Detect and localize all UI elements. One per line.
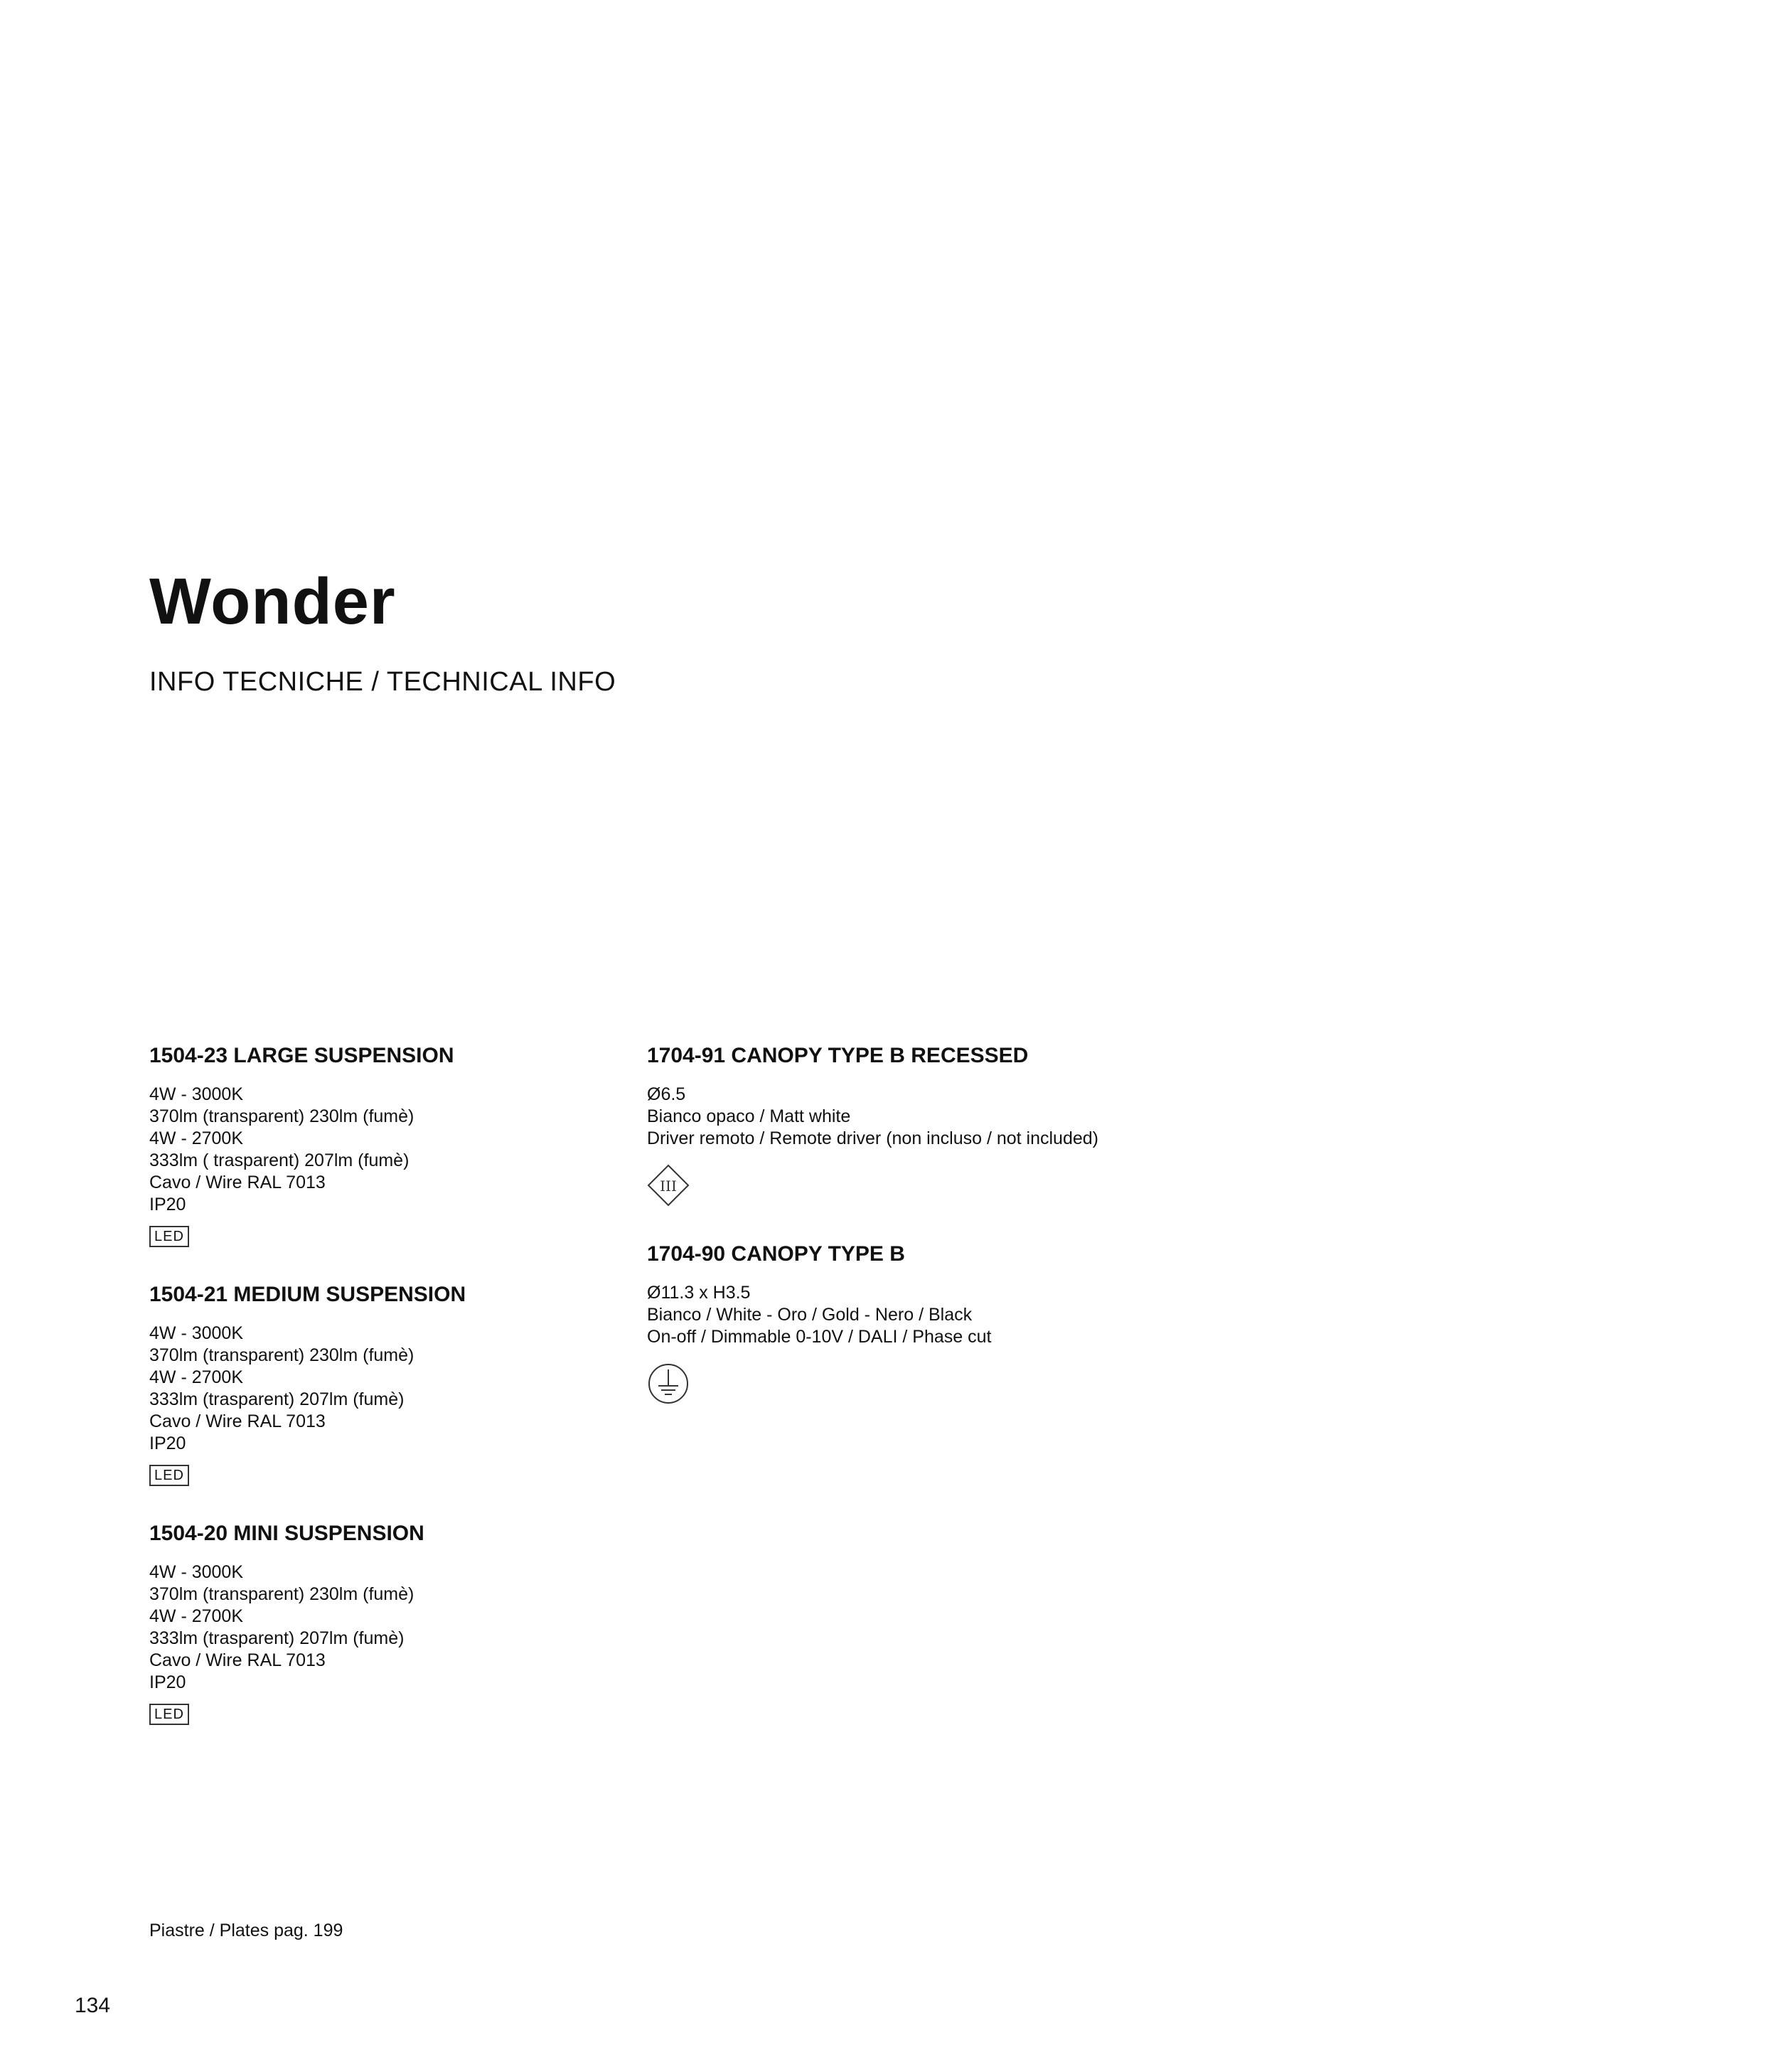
- spec-line: Ø11.3 x H3.5: [647, 1283, 751, 1303]
- product-canopy-type-b-recessed: [647, 1045, 1287, 1207]
- led-badge-icon: LED: [149, 1226, 189, 1247]
- spec-line: Cavo / Wire RAL 7013: [149, 1411, 326, 1431]
- product-title: 1504-20 MINI SUSPENSION: [149, 1522, 424, 1545]
- spec-line: Cavo / Wire RAL 7013: [149, 1173, 326, 1192]
- spec-line: 370lm (transparent) 230lm (fumè): [149, 1345, 414, 1365]
- spec-line: 4W - 2700K: [149, 1128, 244, 1148]
- spec-line: Bianco opaco / Matt white: [647, 1106, 851, 1126]
- led-badge-icon: LED: [149, 1465, 189, 1486]
- product-title: 1504-23 LARGE SUSPENSION: [149, 1044, 454, 1067]
- spec-line: IP20: [149, 1195, 186, 1214]
- spec-line: 333lm (trasparent) 207lm (fumè): [149, 1389, 405, 1409]
- spec-line: 4W - 3000K: [149, 1084, 244, 1104]
- page-title: Wonder: [149, 565, 396, 638]
- earth-ground-icon: [647, 1362, 690, 1405]
- spec-line: 4W - 2700K: [149, 1367, 244, 1387]
- spec-line: 333lm (trasparent) 207lm (fumè): [149, 1628, 405, 1648]
- spec-line: 370lm (transparent) 230lm (fumè): [149, 1584, 414, 1604]
- product-title: 1704-90 CANOPY TYPE B: [647, 1242, 905, 1266]
- svg-text:III: III: [660, 1177, 677, 1195]
- spec-line: 370lm (transparent) 230lm (fumè): [149, 1106, 414, 1126]
- page-subtitle: INFO TECNICHE / TECHNICAL INFO: [149, 667, 616, 697]
- product-title: 1504-21 MEDIUM SUSPENSION: [149, 1283, 466, 1306]
- class-iii-diamond-icon: [647, 1164, 690, 1207]
- led-badge-icon: LED: [149, 1704, 189, 1725]
- spec-line: On-off / Dimmable 0-10V / DALI / Phase cut: [647, 1327, 992, 1347]
- product-title: 1704-91 CANOPY TYPE B RECESSED: [647, 1044, 1029, 1067]
- spec-line: Driver remoto / Remote driver (non incluso / not included): [647, 1128, 1098, 1148]
- spec-line: 4W - 2700K: [149, 1606, 244, 1626]
- product-canopy-type-b: [647, 1244, 1287, 1405]
- spec-line: Ø6.5: [647, 1084, 686, 1104]
- page-number: 134: [75, 1994, 111, 2017]
- spec-line: 4W - 3000K: [149, 1562, 244, 1582]
- product-large-suspension: [149, 1045, 604, 1247]
- spec-line: Bianco / White - Oro / Gold - Nero / Black: [647, 1305, 973, 1325]
- spec-line: 333lm ( trasparent) 207lm (fumè): [149, 1150, 410, 1170]
- spec-line: 4W - 3000K: [149, 1323, 244, 1343]
- product-mini-suspension: [149, 1523, 604, 1725]
- footer-note: Piastre / Plates pag. 199: [149, 1921, 343, 1940]
- spec-line: Cavo / Wire RAL 7013: [149, 1650, 326, 1670]
- product-medium-suspension: [149, 1284, 604, 1486]
- spec-line: IP20: [149, 1433, 186, 1453]
- spec-line: IP20: [149, 1672, 186, 1692]
- left-column: [149, 1045, 604, 1762]
- right-column: [647, 1045, 1287, 1442]
